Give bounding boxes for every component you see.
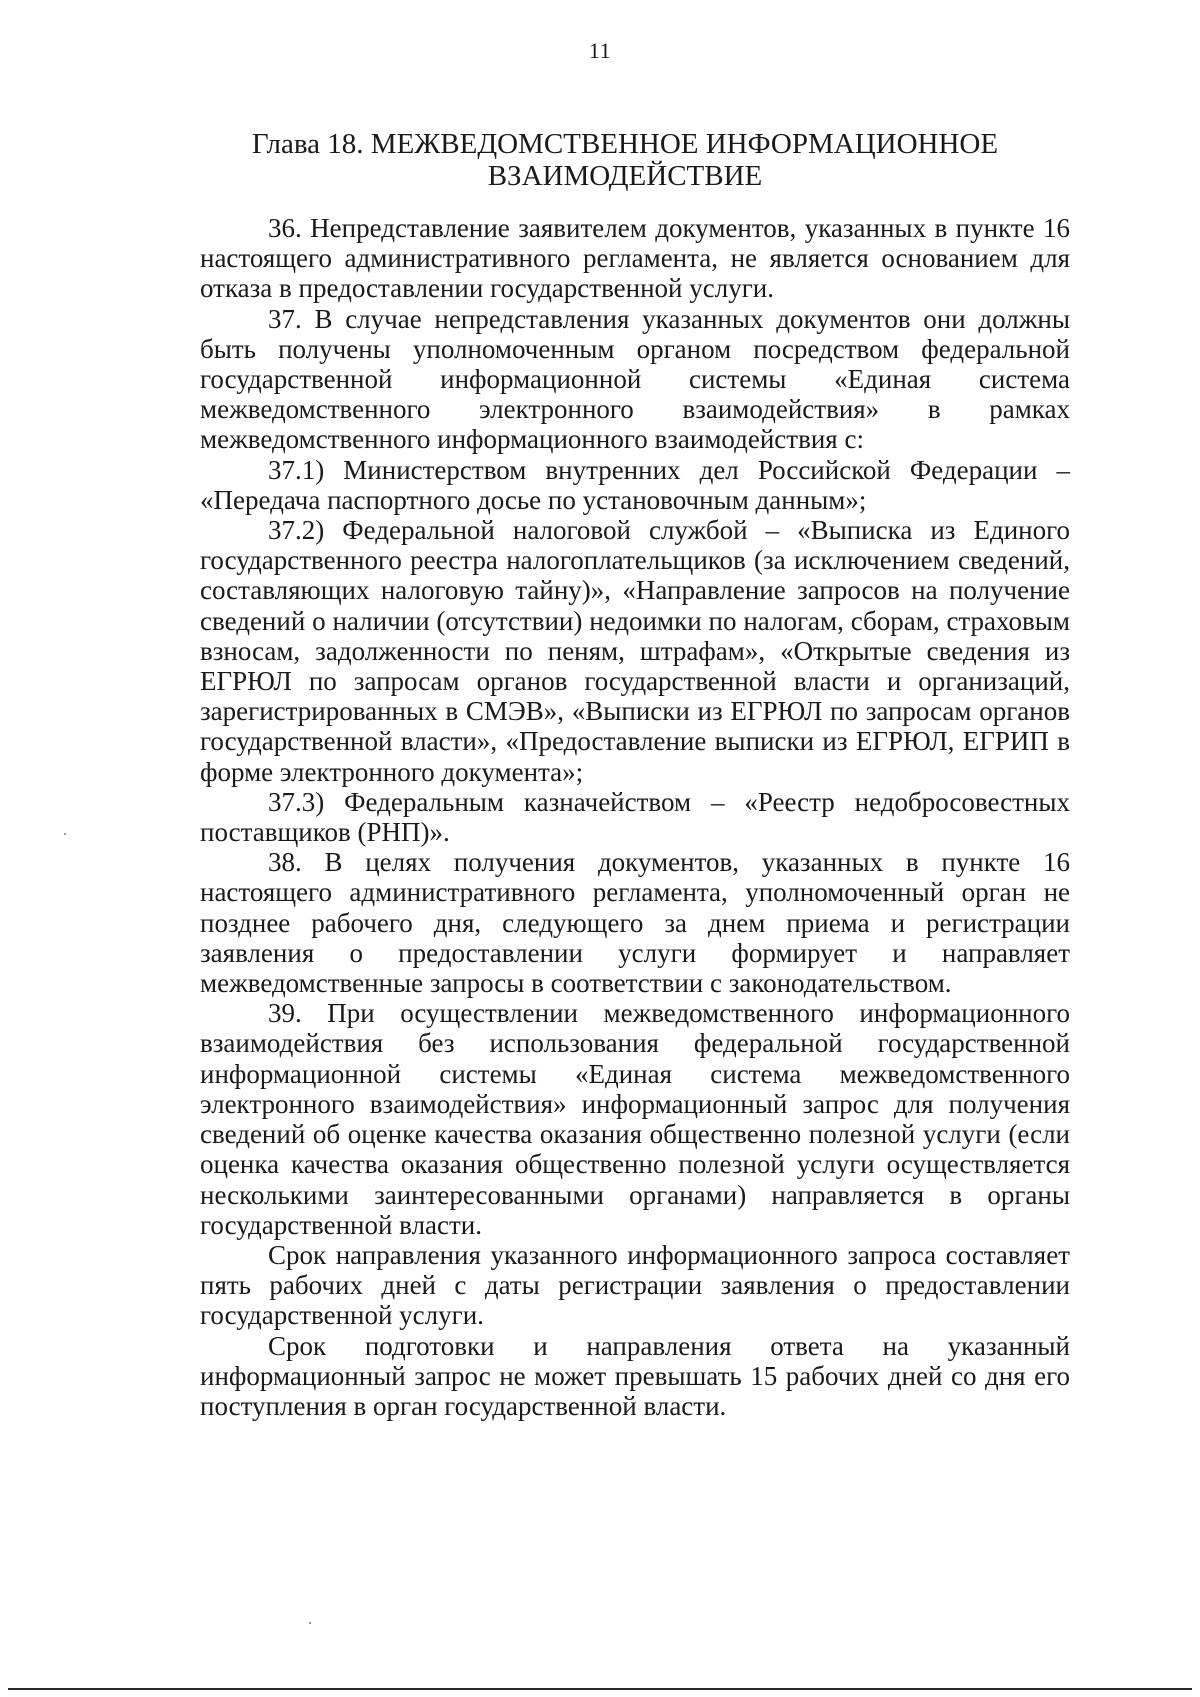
body-text <box>200 213 1070 1421</box>
paragraph-request-deadline: Срок направления указанного информационного запроса составляет пять рабочих дней с даты регистрации заявления о предоставлении государственной услуги. <box>200 1239 1070 1331</box>
scan-speck <box>64 833 66 835</box>
paragraph-38: 38. В целях получения документов, указанных в пункте 16 настоящего административного регламента, уполномоченный орган не позднее рабочего дня, следующего за днем приема и регистрации заявления о предоставлении услуги формирует и направляет межведомственные запросы в соответствии с законодательством. <box>200 847 1070 999</box>
paragraph-37: 37. В случае непредставления указанных документов они должны быть получены уполномоченным органом посредством федеральной государственной информационной системы «Единая система межведомственного электронного взаимодействия» в рамках межведомственного информационного взаимодействия с: <box>200 303 1070 455</box>
chapter-title <box>190 128 1060 192</box>
chapter-title-line-1: Глава 18. МЕЖВЕДОМСТВЕННОЕ ИНФОРМАЦИОННОЕ <box>251 128 999 160</box>
scan-bottom-edge <box>8 1688 1192 1690</box>
paragraph-37-2: 37.2) Федеральной налоговой службой – «Выписка из Единого государственного реестра налогоплательщиков (за исключением сведений, составляющих налоговую тайну)», «Направление запросов на получение сведений о наличии (отсутствии) недоимки по налогам, сборам, страховым взносам, задолженности по пеням, штрафам», «Открытые сведения из ЕГРЮЛ по запросам органов государственной власти и организаций, зарегистрированных в СМЭВ», «Выписки из ЕГРЮЛ по запросам органов государственной власти», «Предоставление выписки из ЕГРЮЛ, ЕГРИП в форме электронного документа»; <box>200 515 1070 787</box>
paragraph-36: 36. Непредставление заявителем документов, указанных в пункте 16 настоящего административного регламента, не является основанием для отказа в предоставлении государственной услуги. <box>200 213 1070 304</box>
paragraph-37-1: 37.1) Министерством внутренних дел Российской Федерации – «Передача паспортного досье по установочным данным»; <box>200 454 1070 515</box>
scan-speck <box>309 1622 311 1624</box>
paragraph-39: 39. При осуществлении межведомственного информационного взаимодействия без использования федеральной государственной информационной системы «Единая система межведомственного электронного взаимодействия» информационный запрос для получения сведений об оценке качества оказания общественно полезной услуги (если оценка качества оказания общественно полезной услуги осуществляется несколькими заинтересованными органами) направляется в органы государственной власти. <box>200 998 1070 1240</box>
paragraph-response-deadline: Срок подготовки и направления ответа на указанный информационный запрос не может превышать 15 рабочих дней со дня его поступления в орган государственной власти. <box>200 1330 1070 1421</box>
chapter-title-line-2: ВЗАИМОДЕЙСТВИЕ <box>487 160 763 192</box>
paragraph-37-3: 37.3) Федеральным казначейством – «Реестр недобросовестных поставщиков (РНП)». <box>200 786 1070 848</box>
page-number: 11 <box>588 38 612 63</box>
